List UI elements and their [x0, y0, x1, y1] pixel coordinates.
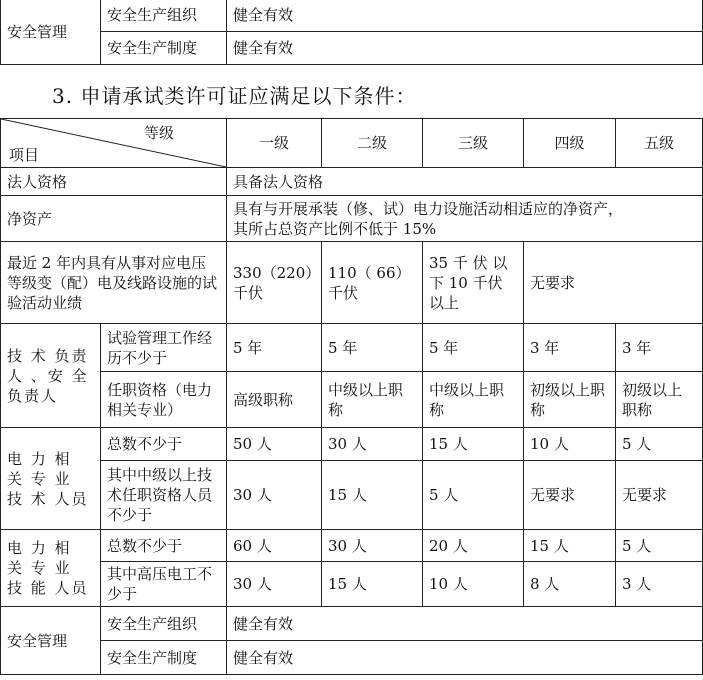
- top-safety-table: [0, 0, 703, 65]
- skill-total-label: 总数不少于: [101, 530, 227, 562]
- net-assets-line-2: 其所占总资产比例不低于 15%: [233, 219, 437, 238]
- skill-hv-level-4: 8 人: [524, 562, 616, 607]
- safety-bottom-org-label: 安全生产组织: [101, 607, 227, 641]
- tech-total-label: 总数不少于: [101, 428, 227, 461]
- experience-level-3: 5 年: [423, 324, 524, 372]
- performance-label: 最近 2 年内具有从事对应电压等级变（配）电及线路设施的试验活动业绩: [1, 242, 227, 324]
- qualification-level-4: 初级以上职称: [524, 372, 616, 428]
- level-1-header: 一级: [227, 119, 322, 168]
- experience-level-1: 5 年: [227, 324, 322, 372]
- safety-mgmt-label: 安全管理: [1, 0, 101, 64]
- performance-level-4-5: 无要求: [524, 242, 703, 324]
- qualification-label: 任职资格（电力相关专业）: [101, 372, 227, 428]
- tech-total-row: [1, 428, 703, 461]
- skill-hv-level-3: 10 人: [423, 562, 524, 607]
- performance-row: [1, 242, 703, 324]
- net-assets-row: [1, 196, 703, 242]
- tech-mid-level-3: 5 人: [423, 461, 524, 530]
- safety-system-row: [1, 641, 703, 675]
- tech-total-level-4: 10 人: [524, 428, 616, 461]
- skill-staff-label: 电 力 相 关 专 业 技 能 人员: [1, 530, 101, 607]
- tech-mid-level-2: 15 人: [322, 461, 423, 530]
- safety-bottom-system-label: 安全生产制度: [101, 641, 227, 675]
- tech-mid-level-5: 无要求: [616, 461, 703, 530]
- safety-bottom-org-value: 健全有效: [227, 607, 703, 641]
- experience-level-5: 3 年: [616, 324, 703, 372]
- header-level-label: 等级: [143, 124, 174, 142]
- skill-hv-row: [1, 562, 703, 607]
- testing-license-conditions-table: [0, 118, 703, 675]
- net-assets-line-1: 具有与开展承装（修、试）电力设施活动相适应的净资产，: [233, 199, 624, 218]
- tech-staff-label: 电 力 相 关 专 业 技 术 人员: [1, 428, 101, 530]
- safety-org-label: 安全生产组织: [101, 0, 227, 31]
- diagonal-header-cell: [1, 119, 227, 168]
- safety-label: 安全管理: [1, 607, 101, 675]
- level-4-header: 四级: [524, 119, 616, 168]
- net-assets-value: [227, 196, 703, 242]
- tech-total-level-2: 30 人: [322, 428, 423, 461]
- qualification-level-1: 高级职称: [227, 372, 322, 428]
- safety-org-value: 健全有效: [227, 0, 703, 31]
- tech-total-level-1: 50 人: [227, 428, 322, 461]
- tech-total-level-5: 5 人: [616, 428, 703, 461]
- leader-experience-row: [1, 324, 703, 372]
- skill-hv-level-2: 15 人: [322, 562, 423, 607]
- safety-org-row: [1, 607, 703, 641]
- skill-total-level-1: 60 人: [227, 530, 322, 562]
- skill-hv-level-5: 3 人: [616, 562, 703, 607]
- tech-total-level-3: 15 人: [423, 428, 524, 461]
- performance-level-1: 330（220）千伏: [227, 242, 322, 324]
- safety-system-value: 健全有效: [227, 31, 703, 64]
- tech-mid-level-4: 无要求: [524, 461, 616, 530]
- skill-total-row: [1, 530, 703, 562]
- qualification-level-3: 中级以上职称: [423, 372, 524, 428]
- leader-qualification-row: [1, 372, 703, 428]
- section-heading: 3. 申请承试类许可证应满足以下条件：: [52, 84, 417, 108]
- skill-total-level-4: 15 人: [524, 530, 616, 562]
- level-5-header: 五级: [616, 119, 703, 168]
- legal-row: [1, 168, 703, 196]
- skill-total-level-5: 5 人: [616, 530, 703, 562]
- net-assets-label: 净资产: [1, 196, 227, 242]
- header-item-label: 项目: [9, 146, 40, 164]
- safety-bottom-system-value: 健全有效: [227, 641, 703, 675]
- safety-system-label: 安全生产制度: [101, 31, 227, 64]
- experience-level-2: 5 年: [322, 324, 423, 372]
- skill-hv-label: 其中高压电工不少于: [101, 562, 227, 607]
- performance-level-3: 35 千 伏 以 下 10 千伏以上: [423, 242, 524, 324]
- skill-total-level-2: 30 人: [322, 530, 423, 562]
- experience-label: 试验管理工作经历不少于: [101, 324, 227, 372]
- experience-level-4: 3 年: [524, 324, 616, 372]
- leaders-label: 技 术 负责 人 、安 全 负责人: [1, 324, 101, 428]
- skill-total-level-3: 20 人: [423, 530, 524, 562]
- legal-label: 法人资格: [1, 168, 227, 196]
- tech-mid-level-1: 30 人: [227, 461, 322, 530]
- level-3-header: 三级: [423, 119, 524, 168]
- tech-mid-row: [1, 461, 703, 530]
- qualification-level-5: 初级以上职称: [616, 372, 703, 428]
- level-2-header: 二级: [322, 119, 423, 168]
- performance-level-2: 110（ 66）千伏: [322, 242, 423, 324]
- qualification-level-2: 中级以上职称: [322, 372, 423, 428]
- tech-mid-label: 其中中级以上技术任职资格人员不少于: [101, 461, 227, 530]
- header-row: [1, 119, 703, 168]
- legal-value: 具备法人资格: [227, 168, 703, 196]
- skill-hv-level-1: 30 人: [227, 562, 322, 607]
